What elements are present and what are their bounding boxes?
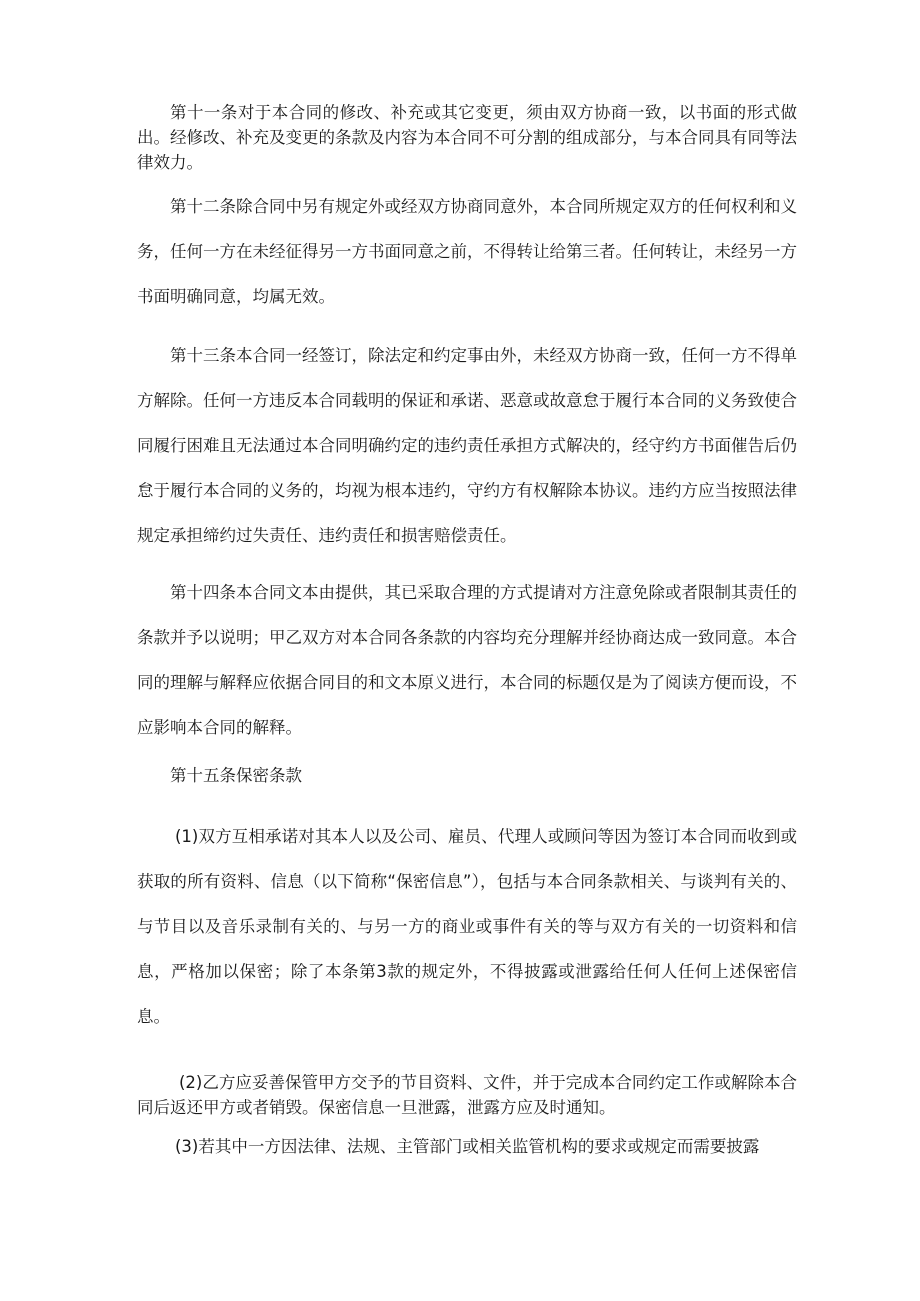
- confidentiality-clause-2: (2)乙方应妥善保管甲方交予的节目资料、文件，并于完成本合同约定工作或解除本合同后返还甲方或者销毁。保密信息一旦泄露，泄露方应及时通知。: [137, 1073, 797, 1117]
- article-15-heading: 第十五条保密条款: [170, 766, 302, 785]
- confidentiality-clause-1: (1)双方互相承诺对其本人以及公司、雇员、代理人或顾问等因为签订本合同而收到或获取的所有资料、信息（以下简称“保密信息”），包括与本合同条款相关、与谈判有关的、与节目以及音乐录制有关的、与另一方的商业或事件有关的等与双方有关的一切资料和信息，严格加以保密；除了本条第3款的规定外，不得披露或泄露给任何人任何上述保密信息。: [137, 827, 797, 1026]
- article-14-paragraph: 第十四条本合同文本由提供，其已采取合理的方式提请对方注意免除或者限制其责任的条款并予以说明；甲乙双方对本合同各条款的内容均充分理解并经协商达成一致同意。本合同的理解与解释应依据合同目的和文本原义进行，本合同的标题仅是为了阅读方便而设，不应影响本合同的解释。: [137, 583, 797, 737]
- article-11-paragraph: 第十一条对于本合同的修改、补充或其它变更，须由双方协商一致，以书面的形式做出。经修改、补充及变更的条款及内容为本合同不可分割的组成部分，与本合同具有同等法律效力。: [137, 103, 797, 172]
- article-12-paragraph: 第十二条除合同中另有规定外或经双方协商同意外，本合同所规定双方的任何权利和义务，任何一方在未经征得另一方书面同意之前，不得转让给第三者。任何转让，未经另一方书面明确同意，均属无效。: [137, 197, 797, 306]
- article-13-paragraph: 第十三条本合同一经签订，除法定和约定事由外，未经双方协商一致，任何一方不得单方解除。任何一方违反本合同载明的保证和承诺、恶意或故意怠于履行本合同的义务致使合同履行困难且无法通过本合同明确约定的违约责任承担方式解决的，经守约方书面催告后仍怠于履行本合同的义务的，均视为根本违约，守约方有权解除本协议。违约方应当按照法律规定承担缔约过失责任、违约责任和损害赔偿责任。: [137, 346, 797, 545]
- confidentiality-clause-3: (3)若其中一方因法律、法规、主管部门或相关监管机构的要求或规定而需要披露: [175, 1137, 760, 1156]
